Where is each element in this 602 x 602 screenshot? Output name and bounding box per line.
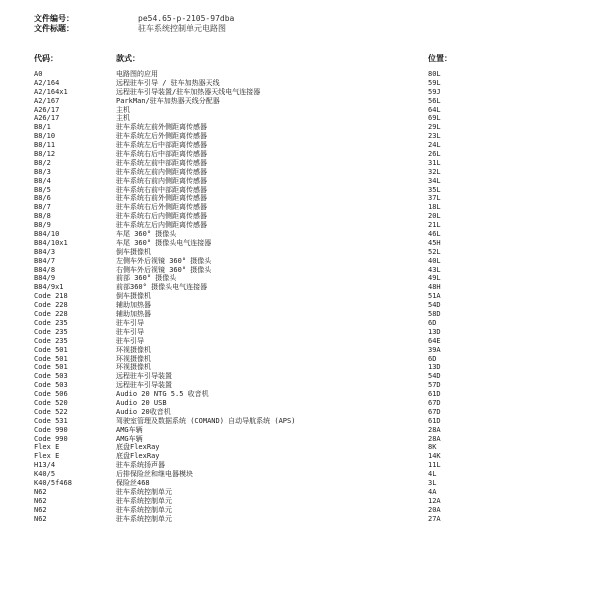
doc-number-label: 文件编号：	[34, 14, 74, 23]
row-location: 39A	[428, 345, 441, 354]
table-row	[0, 470, 602, 479]
row-description: 驻车系统控制单元	[116, 514, 172, 523]
row-location: 59L	[428, 78, 441, 87]
row-location: 3L	[428, 478, 437, 487]
row-code: A2/164x1	[34, 87, 68, 96]
component-table	[0, 70, 602, 523]
row-code: B8/11	[34, 141, 56, 150]
table-row	[0, 266, 602, 275]
row-location: 20L	[428, 212, 441, 221]
row-description: 驻车系统左前内侧距离传感器	[116, 167, 207, 176]
row-code: A2/167	[34, 96, 60, 105]
table-row	[0, 239, 602, 248]
row-code: Flex E	[34, 443, 60, 452]
row-description: 主机	[116, 105, 130, 114]
table-row	[0, 203, 602, 212]
row-code: Code 990	[34, 425, 68, 434]
table-row	[0, 363, 602, 372]
row-code: B8/7	[34, 203, 51, 212]
row-description: 驻车系统左前中部距离传感器	[116, 158, 207, 167]
doc-number-row	[34, 14, 234, 24]
column-header-description: 款式：	[116, 54, 140, 63]
table-row	[0, 88, 602, 97]
row-description: 底盘FlexRay	[116, 452, 160, 461]
row-description: 远程驻车引导 / 驻车加热器天线	[116, 78, 220, 87]
row-location: 64L	[428, 105, 441, 114]
row-location: 32L	[428, 167, 441, 176]
table-row	[0, 79, 602, 88]
table-row	[0, 150, 602, 159]
row-description: 后排保险丝和继电器模块	[116, 470, 193, 479]
row-location: 27A	[428, 514, 441, 523]
row-location: 24L	[428, 141, 441, 150]
row-location: 6D	[428, 354, 437, 363]
table-row	[0, 292, 602, 301]
row-description: 驻车系统左后外侧距离传感器	[116, 132, 207, 141]
row-location: 29L	[428, 123, 441, 132]
table-row	[0, 381, 602, 390]
table-row	[0, 488, 602, 497]
row-description: 驻车引导	[116, 327, 144, 336]
row-location: 4L	[428, 470, 437, 479]
row-location: 28A	[428, 425, 441, 434]
row-code: B8/12	[34, 150, 56, 159]
table-row	[0, 372, 602, 381]
row-code: K40/5f468	[34, 478, 72, 487]
table-row	[0, 114, 602, 123]
row-description: 保险丝468	[116, 478, 150, 487]
row-description: 车尾 360° 摄像头电气连接器	[116, 238, 212, 247]
row-description: 驻车引导	[116, 336, 144, 345]
row-location: 67D	[428, 398, 441, 407]
row-description: ParkMan/驻车加热器天线分配器	[116, 96, 220, 105]
row-location: 26L	[428, 150, 441, 159]
row-description: 驻车系统控制单元	[116, 496, 172, 505]
row-description: 电路图的应用	[116, 70, 158, 78]
row-description: 倒车摄像机	[116, 247, 151, 256]
row-code: B84/7	[34, 256, 56, 265]
row-description: 驻车系统右后中部距离传感器	[116, 150, 207, 159]
row-description: 前部360° 摄像头电气连接器	[116, 283, 208, 292]
row-description: 驻车系统右前中部距离传感器	[116, 185, 207, 194]
row-code: Code 503	[34, 372, 68, 381]
row-location: 69L	[428, 114, 441, 123]
table-row	[0, 177, 602, 186]
row-location: 46L	[428, 230, 441, 239]
row-description: 驻车系统左前外侧距离传感器	[116, 123, 207, 132]
row-location: 20A	[428, 505, 441, 514]
row-code: B8/5	[34, 185, 51, 194]
row-location: 54D	[428, 301, 441, 310]
table-row	[0, 141, 602, 150]
row-code: A26/17	[34, 105, 60, 114]
row-code: H13/4	[34, 461, 56, 470]
table-row	[0, 390, 602, 399]
row-location: 13D	[428, 327, 441, 336]
row-code: A2/164	[34, 78, 60, 87]
row-location: 49L	[428, 274, 441, 283]
table-row	[0, 283, 602, 292]
row-description: Audio 20 USB	[116, 398, 167, 407]
row-location: 56L	[428, 96, 441, 105]
table-row	[0, 132, 602, 141]
row-description: 驻车系统右后外侧距离传感器	[116, 203, 207, 212]
row-code: Code 501	[34, 345, 68, 354]
row-code: N62	[34, 514, 47, 523]
table-row	[0, 515, 602, 524]
table-row	[0, 452, 602, 461]
row-location: 54D	[428, 372, 441, 381]
row-location: 61D	[428, 390, 441, 399]
row-description: Audio 20 NTG 5.5 收音机	[116, 390, 209, 399]
table-row	[0, 443, 602, 452]
row-location: 37L	[428, 194, 441, 203]
table-row	[0, 230, 602, 239]
row-code: N62	[34, 505, 47, 514]
row-code: B8/2	[34, 158, 51, 167]
table-row	[0, 497, 602, 506]
row-description: 驾驶室管理及数据系统 (COMAND) 自动导航系统 (APS)	[116, 416, 296, 425]
row-description: AMG车辆	[116, 425, 143, 434]
table-row	[0, 408, 602, 417]
row-description: 主机	[116, 114, 130, 123]
row-description: 远程驻车引导装置	[116, 381, 172, 390]
table-row	[0, 97, 602, 106]
row-code: B8/4	[34, 176, 51, 185]
row-location: 58D	[428, 310, 441, 319]
row-location: 4A	[428, 487, 437, 496]
table-row	[0, 461, 602, 470]
row-code: B8/1	[34, 123, 51, 132]
row-code: B8/6	[34, 194, 51, 203]
row-description: 远程驻车引导装置	[116, 372, 172, 381]
table-row	[0, 70, 602, 79]
row-code: B8/9	[34, 221, 51, 230]
table-row	[0, 301, 602, 310]
row-code: Code 235	[34, 318, 68, 327]
row-code: Code 990	[34, 434, 68, 443]
row-description: 驻车系统右前内侧距离传感器	[116, 176, 207, 185]
table-row	[0, 212, 602, 221]
row-code: Code 228	[34, 301, 68, 310]
row-location: 18L	[428, 203, 441, 212]
row-description: 底盘FlexRay	[116, 443, 160, 452]
row-description: 远程驻车引导装置/驻车加热器天线电气连接器	[116, 87, 261, 96]
row-code: B84/10x1	[34, 238, 68, 247]
row-location: 35L	[428, 185, 441, 194]
row-location: 31L	[428, 158, 441, 167]
row-description: 驻车系统左后中部距离传感器	[116, 141, 207, 150]
row-code: Code 531	[34, 416, 68, 425]
row-code: Code 235	[34, 336, 68, 345]
row-code: Flex E	[34, 452, 60, 461]
row-location: 80L	[428, 70, 441, 78]
row-description: 环视摄像机	[116, 354, 151, 363]
row-description: 环视摄像机	[116, 363, 151, 372]
row-code: Code 228	[34, 310, 68, 319]
row-location: 67D	[428, 407, 441, 416]
table-row	[0, 123, 602, 132]
row-description: 驻车系统右前外侧距离传感器	[116, 194, 207, 203]
table-row	[0, 328, 602, 337]
row-description: 车尾 360° 摄像头	[116, 230, 177, 239]
row-location: 12A	[428, 496, 441, 505]
table-row	[0, 506, 602, 515]
row-code: B84/10	[34, 230, 60, 239]
row-code: N62	[34, 487, 47, 496]
row-description: 驻车系统控制单元	[116, 505, 172, 514]
row-description: 右侧车外后视镜 360° 摄像头	[116, 265, 212, 274]
row-code: Code 503	[34, 381, 68, 390]
table-row	[0, 274, 602, 283]
doc-number-value: pe54.65-p-2105-97dba	[138, 14, 235, 23]
row-code: K40/5	[34, 470, 56, 479]
doc-title-value: 驻车系统控制单元电路图	[138, 24, 226, 33]
column-header-location: 位置：	[428, 54, 452, 63]
row-location: 59J	[428, 87, 441, 96]
row-location: 6D	[428, 318, 437, 327]
table-row	[0, 159, 602, 168]
row-description: 驻车系统右后内侧距离传感器	[116, 212, 207, 221]
row-code: B8/3	[34, 167, 51, 176]
row-description: 驻车引导	[116, 318, 144, 327]
row-location: 64E	[428, 336, 441, 345]
row-location: 14K	[428, 452, 441, 461]
row-code: A26/17	[34, 114, 60, 123]
row-description: AMG车辆	[116, 434, 143, 443]
row-code: Code 235	[34, 327, 68, 336]
row-code: B8/8	[34, 212, 51, 221]
row-location: 13D	[428, 363, 441, 372]
row-description: 倒车摄像机	[116, 292, 151, 301]
table-row	[0, 346, 602, 355]
row-code: Code 218	[34, 292, 68, 301]
row-description: 辅助加热器	[116, 301, 151, 310]
table-row	[0, 337, 602, 346]
row-description: 左侧车外后视镜 360° 摄像头	[116, 256, 212, 265]
row-code: Code 520	[34, 398, 68, 407]
row-location: 51A	[428, 292, 441, 301]
row-description: 前部 360° 摄像头	[116, 274, 177, 283]
row-location: 11L	[428, 461, 441, 470]
row-code: N62	[34, 496, 47, 505]
row-code: B84/3	[34, 247, 56, 256]
row-code: Code 501	[34, 363, 68, 372]
row-code: B84/8	[34, 265, 56, 274]
row-location: 8K	[428, 443, 437, 452]
row-code: B84/9x1	[34, 283, 64, 292]
row-location: 28A	[428, 434, 441, 443]
row-code: Code 506	[34, 390, 68, 399]
table-row	[0, 319, 602, 328]
table-row	[0, 310, 602, 319]
row-code: A0	[34, 70, 43, 78]
row-code: Code 522	[34, 407, 68, 416]
row-location: 45H	[428, 238, 441, 247]
row-location: 48H	[428, 283, 441, 292]
table-row	[0, 168, 602, 177]
row-code: B84/9	[34, 274, 56, 283]
row-location: 21L	[428, 221, 441, 230]
table-row	[0, 106, 602, 115]
row-location: 43L	[428, 265, 441, 274]
row-location: 57D	[428, 381, 441, 390]
row-description: 驻车系统扬声器	[116, 461, 165, 470]
table-row	[0, 194, 602, 203]
table-row	[0, 399, 602, 408]
doc-title-row	[34, 24, 226, 34]
row-location: 40L	[428, 256, 441, 265]
row-code: Code 501	[34, 354, 68, 363]
table-row	[0, 221, 602, 230]
row-code: B8/10	[34, 132, 56, 141]
row-location: 23L	[428, 132, 441, 141]
table-row	[0, 426, 602, 435]
row-description: 驻车系统控制单元	[116, 487, 172, 496]
row-description: 驻车系统左后内侧距离传感器	[116, 221, 207, 230]
doc-title-label: 文件标题：	[34, 24, 74, 33]
column-header-code: 代码：	[34, 54, 58, 63]
row-location: 61D	[428, 416, 441, 425]
row-description: 环视摄像机	[116, 345, 151, 354]
table-row	[0, 186, 602, 195]
table-row	[0, 435, 602, 444]
table-row	[0, 479, 602, 488]
row-description: Audio 20收音机	[116, 407, 171, 416]
table-row	[0, 248, 602, 257]
table-row	[0, 417, 602, 426]
row-description: 辅助加热器	[116, 310, 151, 319]
row-location: 52L	[428, 247, 441, 256]
table-row	[0, 355, 602, 364]
table-row	[0, 257, 602, 266]
row-location: 34L	[428, 176, 441, 185]
